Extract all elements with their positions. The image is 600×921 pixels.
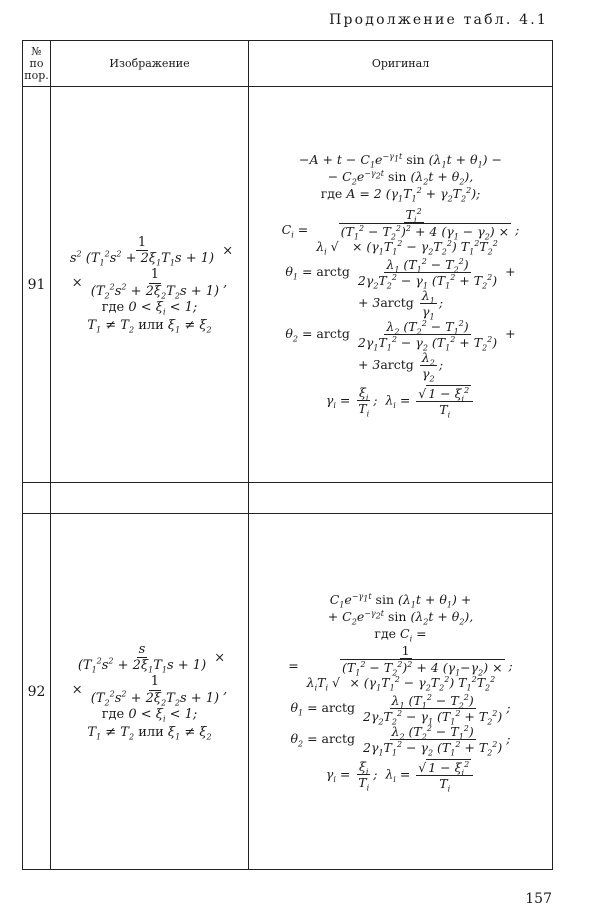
row-number: 91 <box>23 87 51 483</box>
table-continuation-title: Продолжение табл. 4.1 <box>329 12 548 28</box>
table-header-row <box>23 41 553 87</box>
column-header-original: Оригинал <box>249 41 553 87</box>
row-number: 92 <box>23 514 51 870</box>
table-row <box>23 514 553 870</box>
table-row <box>23 87 553 483</box>
column-header-image: Изображение <box>51 41 249 87</box>
page-number: 157 <box>525 891 552 907</box>
original-cell <box>249 514 553 870</box>
col-no-line: пор. <box>24 68 49 82</box>
col-no-line: № <box>31 44 42 58</box>
column-header-number <box>23 41 51 87</box>
original-formula: $-A + t - C_1e^{-\gamma_1t}$ $\sin (\lambda_1t + \theta_1)$ − − $C_2e^{-\gamma_2t}$ $\sin (\lambda_2t + \theta_2)$, где A = 2 $(\gamma_1T_1^2 + \gamma_2T_2^2)$; $C_i$ = $T_i^2$ $\lambda_i$ $√(T_1^2 - T_2^2)^2 + 4$ $(\gamma_1 - \gamma_2)$ × × $(\gamma_1T_1^2 - \gamma_2T_2^2)$ $T_1^2T_2^2$ ; $\theta_1$ = arctg $\frac{\lambda_1 (T_1^2 - T_2^2)}{2\gamma_2T_2^2 - \gamma_1 (T_1^2 + T_2^2)}$ + + 3arctg $\frac{\lambda_1}{\gamma_1}$ ; $\theta_2$ = arctg $\frac{\lambda_2 (T_2^2 - T_1^2)}{2\gamma_1T_1^2 - \gamma_2 (T_1^2 + T_2^2)}$ + + 3arctg $\frac{\lambda_2}{\gamma_2}$ ; $\gamma_i$ = $\frac{\xi_i}{T_i}$ ; $\lambda_i$ = $\frac{√ 1 - \xi_i^2}{T_i}$ <box>281 152 520 420</box>
image-formula: $\frac{s}{(T_1^2s^2 + 2\xi_1T_1s + 1)}$ × × $\frac{1}{(T_2^2s^2 + 2\xi_2T_2s + 1)}$ , где $0 < \xi_i < 1$; $T_1 \ne T_2$ или $\xi_1 \ne \xi_2$ <box>71 641 228 742</box>
original-cell <box>249 87 553 483</box>
image-formula: $\frac{1}{s^2 (T_1^2s^2 + 2\xi_1T_1s + 1)}$ × × $\frac{1}{(T_2^2s^2 + 2\xi_2T_2s + 1)}$ , где $0 < \xi_i < 1$; $T_1 \ne T_2$ или $\xi_1 \ne \xi_2$ <box>69 234 234 335</box>
image-cell <box>51 514 249 870</box>
formula-table <box>22 40 553 870</box>
col-no-line: по <box>29 56 44 70</box>
original-formula: $C_1e^{-\gamma_1t}$ $\sin (\lambda_1t + \theta_1)$ + + $C_2e^{-\gamma_2t}$ $\sin (\lambda_2t + \theta_2)$, где $C_i$ = = 1 $\lambda_iT_i$ $√(T_1^2 - T_2^2)^2 + 4$ $(\gamma_1-\gamma_2)$ × × $(\gamma_1T_1^2 - \gamma_2T_2^2)$ $T_1^2T_2^2$ ; $\theta_1$ = arctg $\frac{\lambda_1 (T_1^2 - T_2^2)}{2\gamma_2T_2^2 - \gamma_1 (T_1^2 + T_2^2)}$ ; $\theta_2$ = arctg $\frac{\lambda_2 (T_2^2 - T_1^2)}{2\gamma_1T_1^2 - \gamma_2 (T_1^2 + T_2^2)}$ ; $\gamma_i$ = $\frac{\xi_i}{T_i}$ ; $\lambda_i$ = $\frac{√ 1 - \xi_i^2}{T_i}$ <box>288 592 513 794</box>
row-spacer <box>23 483 553 514</box>
image-cell <box>51 87 249 483</box>
